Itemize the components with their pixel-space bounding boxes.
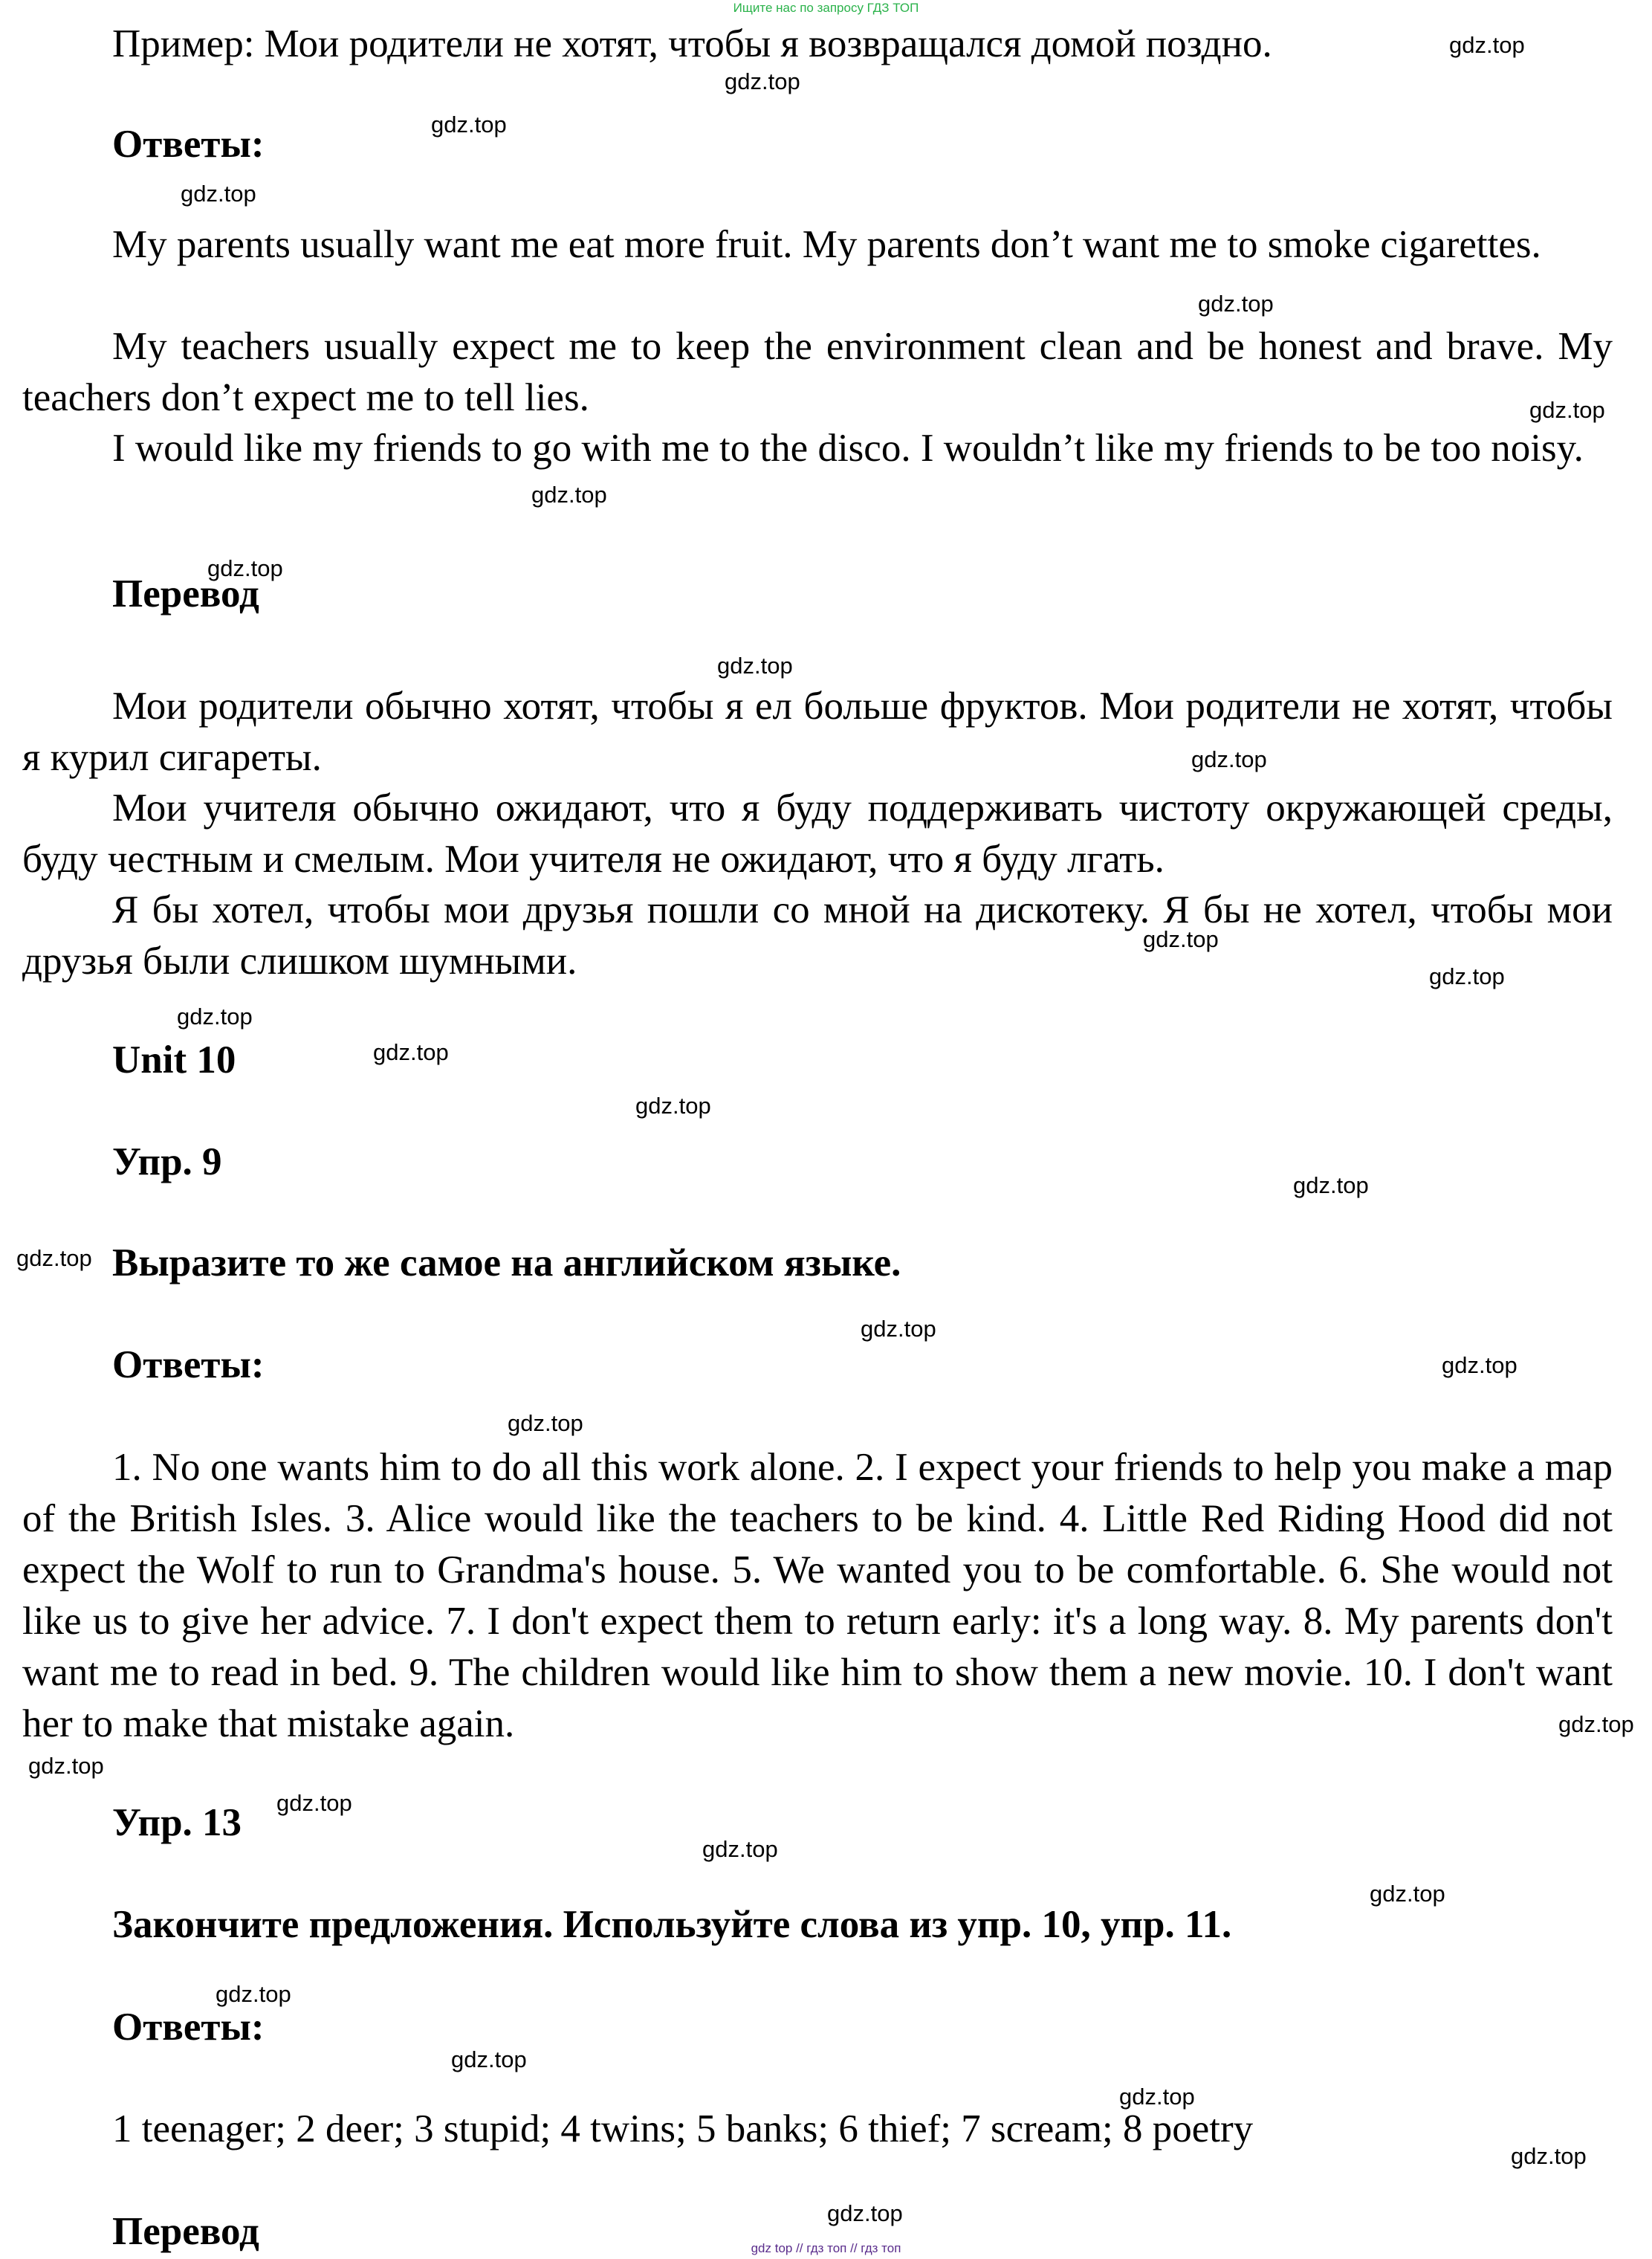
unit-title: Unit 10 <box>112 1038 236 1082</box>
watermark: gdz.top <box>207 555 283 581</box>
footer-links[interactable]: gdz top // гдз топ // гдз топ <box>751 2241 901 2255</box>
ex9-title: Упр. 9 <box>112 1140 222 1183</box>
watermark: gdz.top <box>1191 746 1267 772</box>
ex9-task: Выразите то же самое на английском языке. <box>112 1241 901 1284</box>
watermark: gdz.top <box>717 653 793 679</box>
answer-paragraph: I would like my friends to go with me to the disco. I wouldn’t like my friends to be too noisy. <box>112 427 1584 470</box>
answer-paragraph: My teachers usually expect me to keep the environment clean and be honest and brave. My teachers don’t expect me to tell lies. <box>22 325 1613 419</box>
translation-paragraph: Мои родители обычно хотят, чтобы я ел больше фруктов. Мои родители не хотят, чтобы я курил сигареты. <box>22 685 1613 779</box>
example-text: Пример: Мои родители не хотят, чтобы я возвращался домой поздно. <box>112 22 1272 65</box>
watermark: gdz.top <box>28 1753 104 1779</box>
ex13-translation-heading: Перевод <box>112 2210 259 2253</box>
watermark: gdz.top <box>1119 2084 1195 2110</box>
watermark: gdz.top <box>1529 397 1605 423</box>
watermark: gdz.top <box>1370 1881 1445 1907</box>
watermark: gdz.top <box>1143 926 1219 952</box>
watermark: gdz.top <box>181 181 256 207</box>
answer-paragraph: My parents usually want me eat more fruit. My parents don’t want me to smoke cigarettes. <box>112 223 1541 266</box>
translation-paragraph: Мои учителя обычно ожидают, что я буду поддерживать чистоту окружающей среды, буду честным и смелым. Мои учителя не ожидают, что я буду лгать. <box>22 786 1613 881</box>
watermark: gdz.top <box>1449 32 1525 58</box>
watermark: gdz.top <box>276 1790 352 1816</box>
translation-heading: Перевод <box>112 572 259 615</box>
watermark: gdz.top <box>1293 1172 1369 1198</box>
watermark: gdz.top <box>1558 1711 1634 1737</box>
ex13-task: Закончите предложения. Используйте слова из упр. 10, упр. 11. <box>112 1903 1232 1946</box>
watermark: gdz.top <box>635 1093 711 1119</box>
ex13-answer: 1 teenager; 2 deer; 3 stupid; 4 twins; 5 banks; 6 thief; 7 scream; 8 poetry <box>112 2107 1254 2150</box>
watermark: gdz.top <box>177 1004 253 1030</box>
watermark: gdz.top <box>827 2200 903 2226</box>
ex9-answers-heading: Ответы: <box>112 1343 265 1386</box>
ex13-answers-heading: Ответы: <box>112 2006 265 2049</box>
watermark: gdz.top <box>1429 963 1505 989</box>
translation-paragraph: Я бы хотел, чтобы мои друзья пошли со мной на дискотеку. Я бы не хотел, чтобы мои друзья были слишком шумными. <box>22 888 1613 983</box>
watermark: gdz.top <box>531 482 607 508</box>
watermark: gdz.top <box>861 1316 936 1342</box>
watermark: gdz.top <box>451 2046 527 2072</box>
answers-heading: Ответы: <box>112 123 265 166</box>
top-banner[interactable]: Ищите нас по запросу ГДЗ ТОП <box>733 1 919 15</box>
watermark: gdz.top <box>1511 2143 1587 2169</box>
watermark: gdz.top <box>508 1410 583 1436</box>
watermark: gdz.top <box>1198 291 1274 317</box>
watermark: gdz.top <box>216 1981 291 2007</box>
watermark: gdz.top <box>1442 1352 1517 1378</box>
watermark: gdz.top <box>702 1836 778 1862</box>
watermark: gdz.top <box>725 68 800 94</box>
ex13-title: Упр. 13 <box>112 1801 242 1844</box>
ex9-answer: 1. No one wants him to do all this work alone. 2. I expect your friends to help you make a map of the British Isles. 3. Alice would like the teachers to be kind. 4. Little Red Riding Hood did not expect the Wolf to run to Grandma's house. 5. We wanted you to be comfortable. 6. She would not like us to give her advice. 7. I don't expect them to return early: it's a long way. 8. My parents don't want me to read in bed. 9. The children would like him to show them a new movie. 10. I don't want her to make that mistake again. <box>22 1446 1613 1745</box>
watermark: gdz.top <box>373 1039 449 1065</box>
watermark: gdz.top <box>16 1245 92 1271</box>
watermark: gdz.top <box>431 112 507 138</box>
